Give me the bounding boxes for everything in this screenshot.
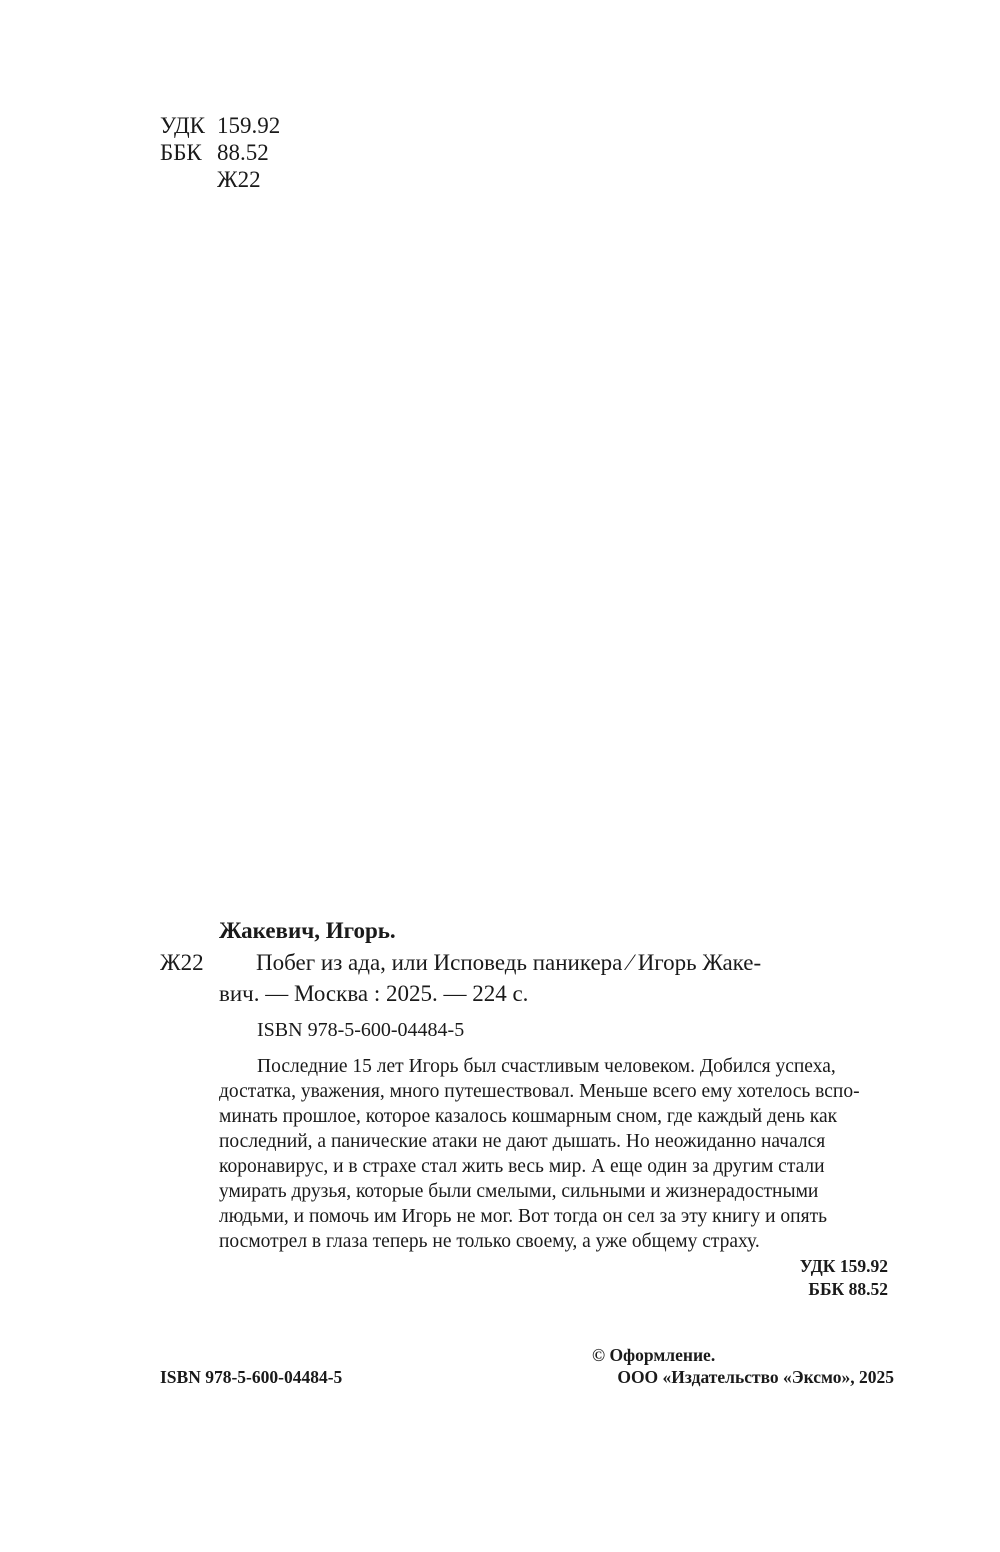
card-bbk: ББК 88.52 [808,1279,888,1299]
udk-value: 159.92 [217,113,281,138]
annotation-line: Последние 15 лет Игорь был счастливым человеком. Добился успеха, [257,1056,836,1077]
card-title-line-2: вич. — Москва : 2025. — 224 с. [219,981,529,1006]
bbk-value: 88.52 [217,140,269,165]
card-title-line-1: Побег из ада, или Исповедь паникера ⁄ Игорь Жаке- [256,950,762,975]
annotation-line: минать прошлое, которое казалось кошмарным сном, где каждый день как [219,1106,838,1127]
card-author: Жакевич, Игорь. [219,918,396,943]
author-mark-header: Ж22 [217,167,261,192]
annotation-line: людьми, и помочь им Игорь не мог. Вот тогда он сел за эту книгу и опять [219,1206,827,1227]
annotation-line: последний, а панические атаки не дают дышать. Но неожиданно начался [219,1131,826,1152]
annotation-line: умирать друзья, которые были смелыми, сильными и жизнерадостными [219,1181,819,1202]
udk-header [160,113,280,139]
card-udk: УДК 159.92 [799,1256,888,1276]
annotation-line: посмотрел в глаза теперь не только своему, а уже общему страху. [219,1231,760,1252]
card-isbn: ISBN 978-5-600-04484-5 [257,1019,465,1041]
copyright-line-2: ООО «Издательство «Эксмо», 2025 [617,1367,894,1387]
bbk-label: ББК [160,140,202,165]
footer-isbn: ISBN 978-5-600-04484-5 [160,1367,343,1387]
bbk-header [160,140,269,166]
annotation-line: достатка, уважения, много путешествовал. Меньше всего ему хотелось вспо- [219,1081,860,1102]
annotation-line: коронавирус, и в страхе стал жить весь мир. А еще один за другим стали [219,1156,825,1177]
udk-label: УДК [160,113,205,138]
card-author-mark: Ж22 [160,950,204,975]
copyright-line-1: © Оформление. [592,1345,716,1365]
